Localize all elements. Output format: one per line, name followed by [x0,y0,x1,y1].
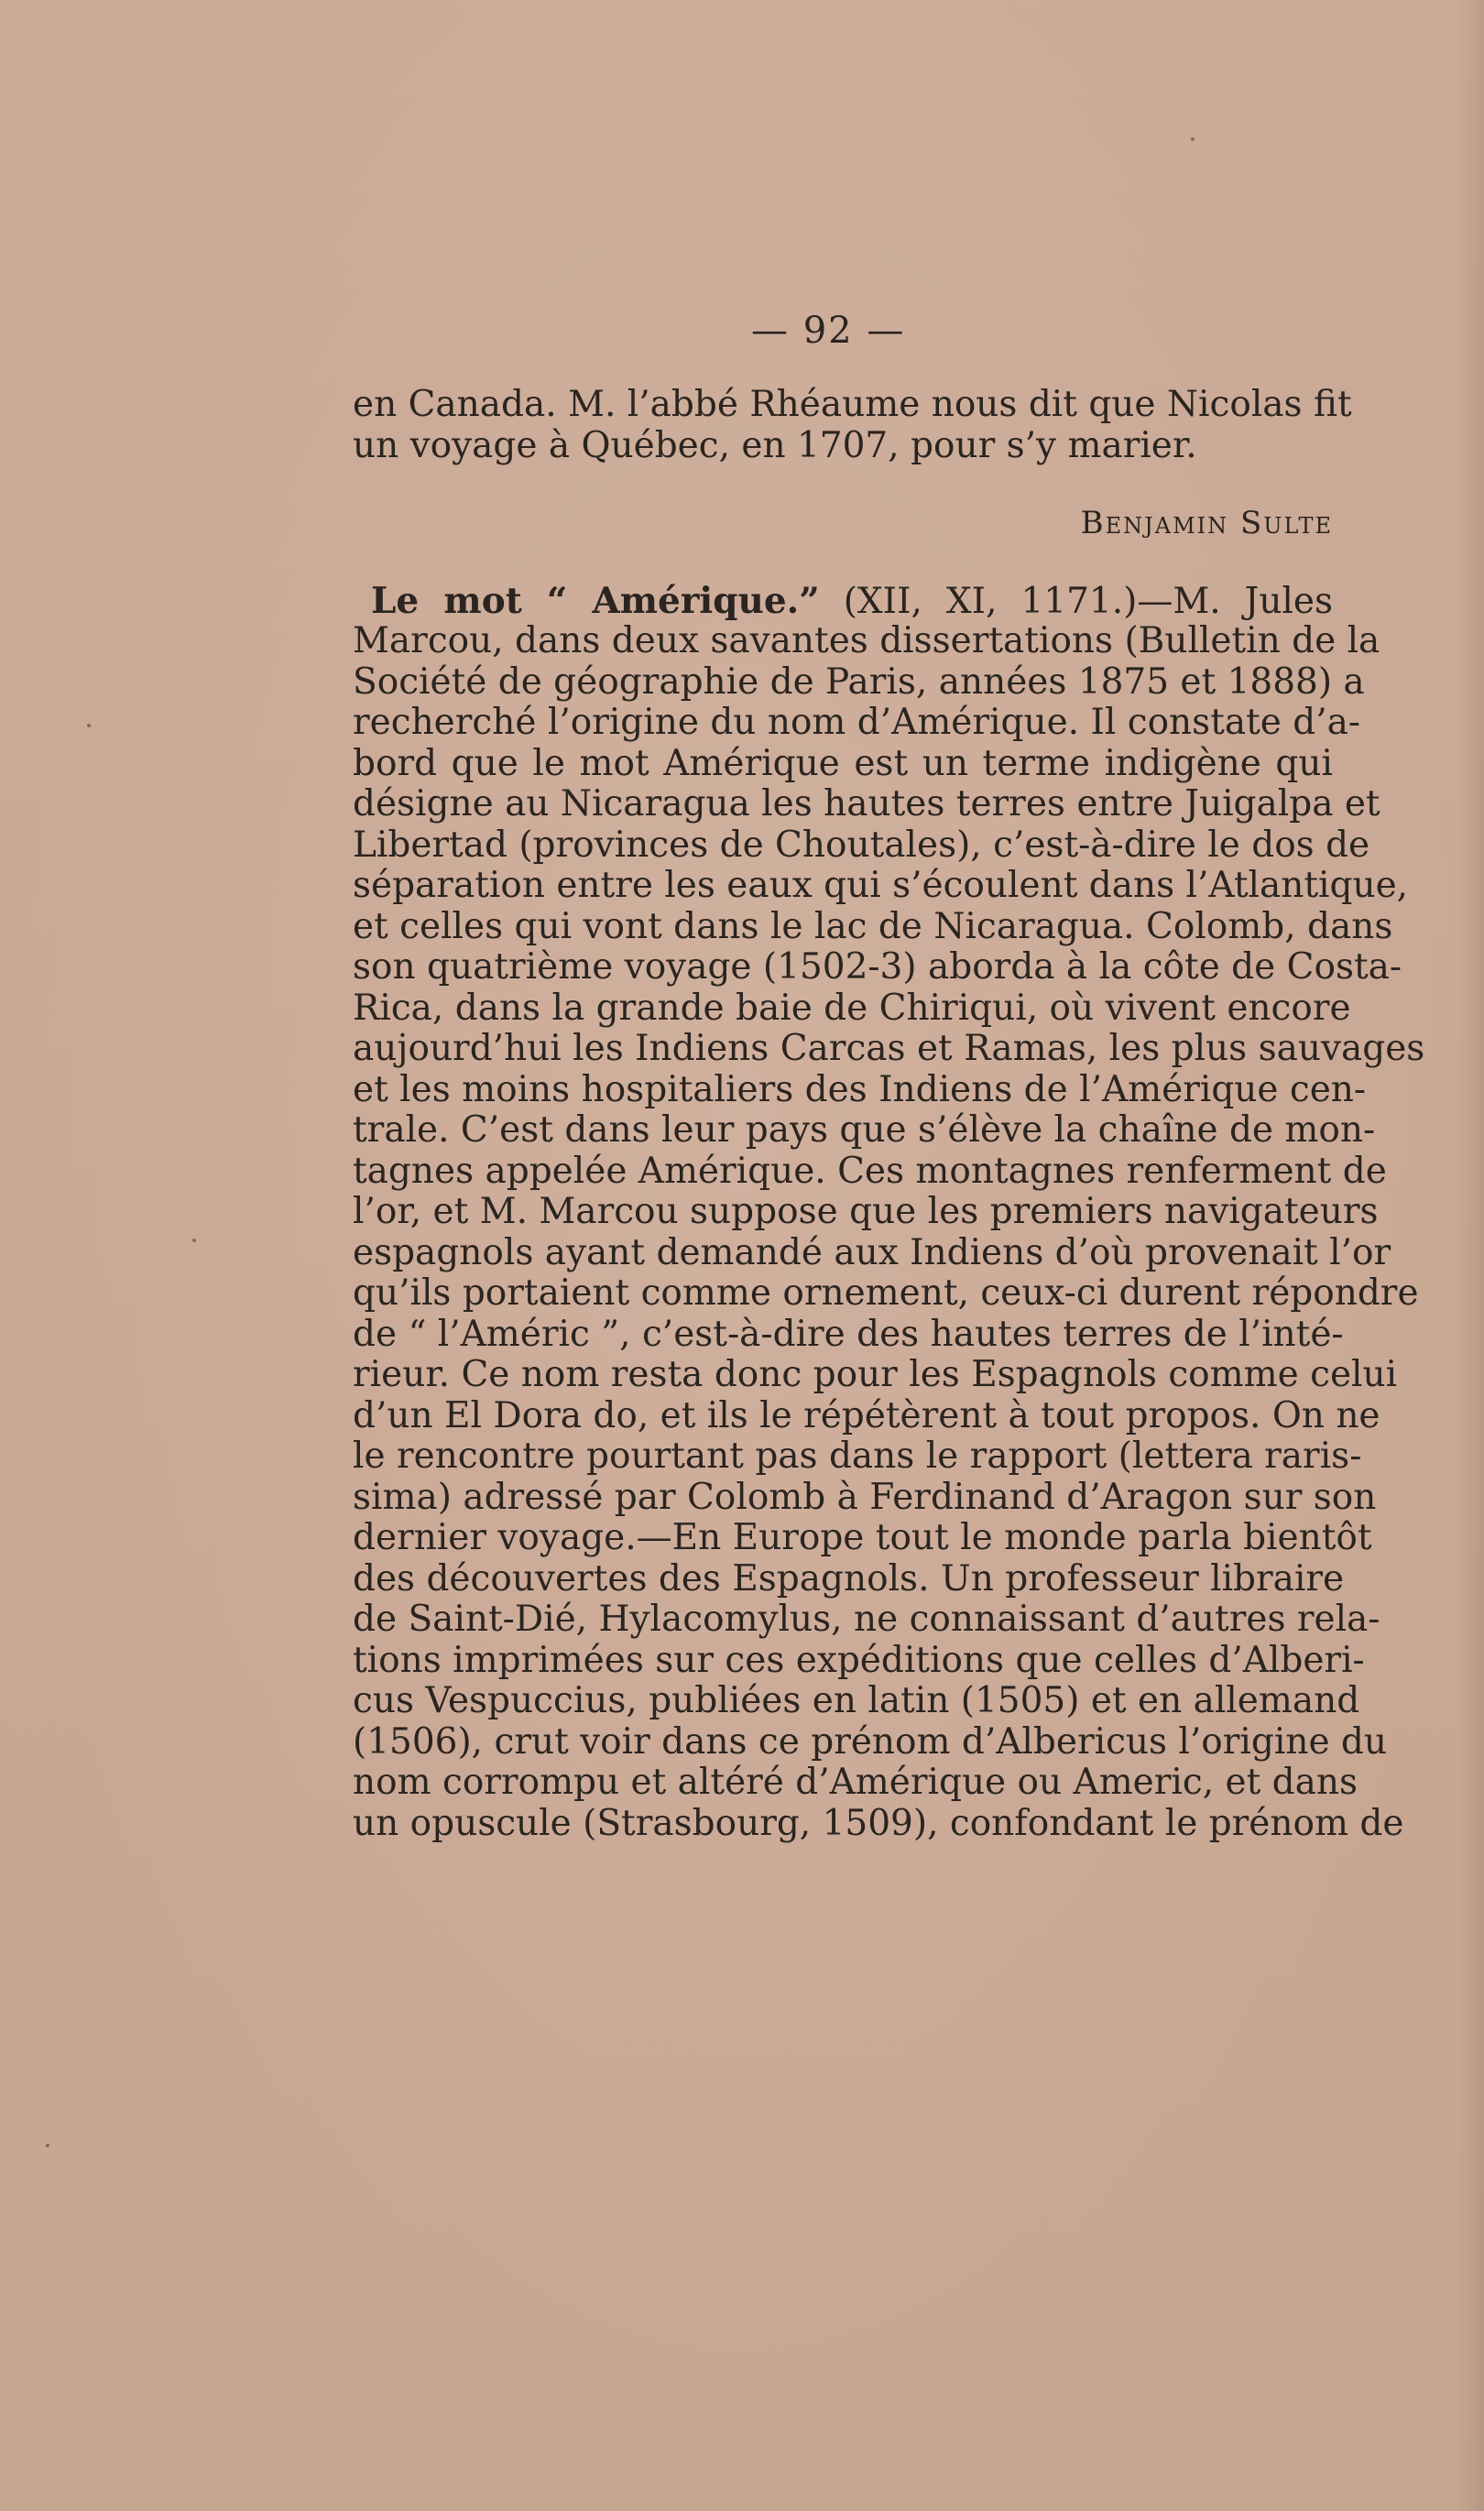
text-line: qu’ils portaient comme ornement, ceux-ci durent répondre [353,1272,1419,1314]
text-line: rieur. Ce nom resta donc pour les Espagnols comme celui [353,1354,1398,1395]
paragraph-closing [353,384,1352,466]
paper-speck [46,2144,49,2147]
text-line: aujourd’hui les Indiens Carcas et Ramas, les plus sauvages [353,1028,1425,1069]
paper-speck [192,1239,196,1242]
text-line: désigne au Nicaragua les hautes terres entre Juigalpa et [353,783,1380,824]
text-line: séparation entre les eaux qui s’écoulent dans l’Atlantique, [353,865,1409,906]
text-line: de “ l’Améric ”, c’est-à-dire des hautes terres de l’inté- [353,1313,1344,1355]
signature-text: Benjamin Sulte [1080,505,1333,541]
text-line: Libertad (provinces de Choutales), c’est-à-dire le dos de [353,824,1370,866]
paper-speck [1191,137,1195,141]
text-line: un voyage à Québec, en 1707, pour s’y marier. [353,424,1197,466]
text-line: des découvertes des Espagnols. Un professeur libraire [353,1557,1345,1599]
text-line: son quatrième voyage (1502-3) aborda à la côte de Costa- [353,946,1402,988]
page-number: — 92 — [751,310,906,352]
text-line: cus Vespuccius, publiées en latin (1505) et en allemand [353,1680,1360,1721]
text-line: d’un El Dora do, et ils le répétèrent à tout propos. On ne [353,1394,1380,1436]
body-text [353,384,1425,1844]
entry-first-line [353,581,1333,622]
text-line: tagnes appelée Amérique. Ces montagnes renferment de [353,1150,1387,1192]
entry-reference: (XII, XI, 1171.)—M. Jules [843,580,1333,622]
text-line: Marcou, dans deux savantes dissertations (Bulletin de la [353,620,1380,661]
text-line: (1506), crut voir dans ce prénom d’Albericus l’origine du [353,1720,1388,1763]
text-line: un opuscule (Strasbourg, 1509), confondant le prénom de [353,1802,1404,1844]
text-line: sima) adressé par Colomb à Ferdinand d’Aragon sur son [353,1476,1377,1518]
text-line: de Saint-Dié, Hylacomylus, ne connaissant d’autres rela- [353,1599,1380,1640]
paragraph-entry [353,579,1425,1845]
text-line: en Canada. M. l’abbé Rhéaume nous dit que Nicolas fit [353,384,1352,425]
text-line: et celles qui vont dans le lac de Nicaragua. Colomb, dans [353,905,1393,947]
paper-speck [87,724,91,727]
entry-heading: Le mot “ Amérique.” [371,579,820,622]
author-signature [353,503,1333,544]
text-line: recherché l’origine du nom d’Amérique. Il constate d’a- [353,702,1361,743]
text-line: bord que le mot Amérique est un terme indigène qui [353,742,1333,784]
text-line: l’or, et M. Marcou suppose que les premiers navigateurs [353,1191,1379,1232]
text-line: et les moins hospitaliers des Indiens de l’Amérique cen- [353,1068,1367,1110]
text-line: tions imprimées sur ces expéditions que celles d’Alberi- [353,1639,1365,1681]
text-line: dernier voyage.—En Europe tout le monde parla bientôt [353,1517,1372,1558]
text-line: le rencontre pourtant pas dans le rapport (lettera raris- [353,1436,1362,1477]
text-line: trale. C’est dans leur pays que s’élève la chaîne de mon- [353,1109,1376,1151]
page-edge-shadow [1457,0,1484,2511]
text-line: nom corrompu et altéré d’Amérique ou Americ, et dans [353,1762,1359,1803]
text-line: Société de géographie de Paris, années 1875 et 1888) a [353,661,1365,703]
text-line: Rica, dans la grande baie de Chiriqui, où vivent encore [353,987,1351,1029]
text-line: espagnols ayant demandé aux Indiens d’où provenait l’or [353,1231,1391,1273]
